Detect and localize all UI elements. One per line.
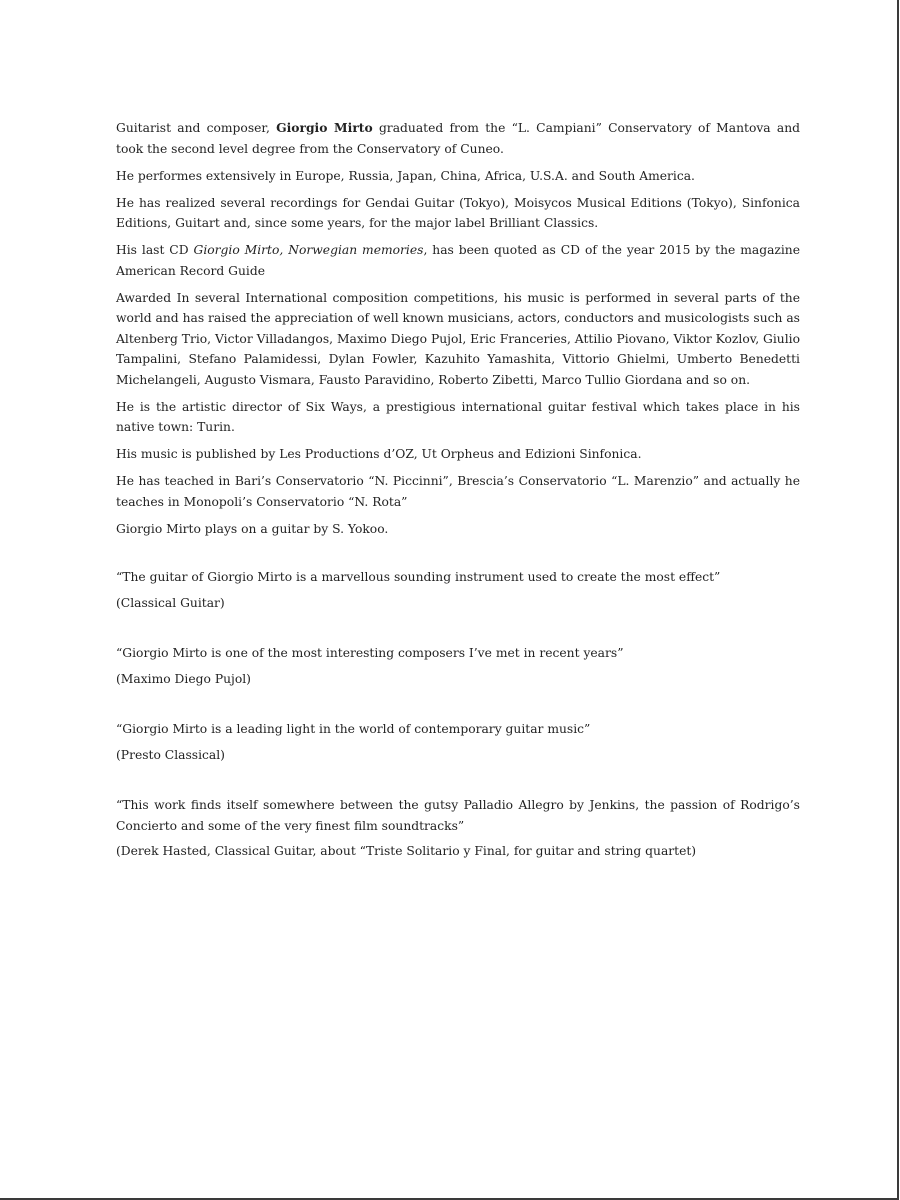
bio-paragraph-performances: He performes extensively in Europe, Russia, Japan, China, Africa, U.S.A. and South America. (116, 168, 695, 183)
biography-section (116, 118, 800, 539)
quote-source: (Presto Classical) (116, 747, 225, 762)
bio-paragraph-instrument: Giorgio Mirto plays on a guitar by S. Yokoo. (116, 521, 389, 536)
quote-text: “Giorgio Mirto is one of the most interesting composers I’ve met in recent years” (116, 646, 624, 660)
bio-paragraph-recordings: He has realized several recordings for Gendai Guitar (Tokyo), Moisycos Musical Editions (Tokyo), Sinfonica Editions, Guitart and, since some years, for the major label Brilliant Classics. (116, 195, 800, 230)
bio-paragraph-last-cd: His last CD Giorgio Mirto, Norwegian memories, has been quoted as CD of the year 2015 by the magazine American Record Guide (116, 243, 801, 278)
quote-text: “The guitar of Giorgio Mirto is a marvellous sounding instrument used to create the most effect” (116, 570, 721, 584)
bio-paragraph-teaching: He has teached in Bari’s Conservatorio “N. Piccinni”, Brescia’s Conservatorio “L. Marenzio” and actually he teaches in Monopoli’s Conservatorio “N. Rota” (116, 474, 800, 509)
bio-paragraph-festival: He is the artistic director of Six Ways, a prestigious international guitar festival which takes place in his native town: Turin. (116, 399, 800, 434)
press-quote (116, 719, 800, 765)
quote-source: (Derek Hasted, Classical Guitar, about “Triste Solitario y Final, for guitar and string quartet) (116, 844, 697, 858)
press-quote (116, 795, 800, 862)
cd-title: Giorgio Mirto, Norwegian memories (193, 243, 424, 257)
artist-name: Giorgio Mirto (276, 120, 373, 135)
press-quote (116, 643, 800, 689)
bio-paragraph-publishers: His music is published by Les Productions d’OZ, Ut Orpheus and Edizioni Sinfonica. (116, 447, 642, 461)
bio-paragraph-education: Guitarist and composer, Giorgio Mirto graduated from the “L. Campiani” Conservatory of Mantova and took the second level degree from the Conservatory of Cuneo. (116, 120, 800, 156)
quote-text: “Giorgio Mirto is a leading light in the world of contemporary guitar music” (116, 722, 591, 736)
quote-text: “This work finds itself somewhere between the gutsy Palladio Allegro by Jenkins, the passion of Rodrigo’s Concierto and some of the very finest film soundtracks” (116, 798, 800, 833)
press-quote (116, 567, 800, 613)
quote-source: (Classical Guitar) (116, 595, 225, 610)
bio-paragraph-awards: Awarded In several International composition competitions, his music is performed in several parts of the world and has raised the appreciation of well known musicians, actors, conductors and musicologists such as Altenberg Trio, Victor Villadangos, Maximo Diego Pujol, Eric Franceries, Attilio Piovano, Viktor Kozlov, Giulio Tampalini, Stefano Palamidessi, Dylan Fowler, Kazuhito Yamashita, Vittorio Ghielmi, Umberto Benedetti Michelangeli, Augusto Vismara, Fausto Paravidino, Roberto Zibetti, Marco Tullio Giordana and so on. (116, 290, 800, 387)
document-content (116, 118, 800, 892)
quote-source: (Maximo Diego Pujol) (116, 671, 251, 686)
press-quotes-section (116, 567, 800, 862)
